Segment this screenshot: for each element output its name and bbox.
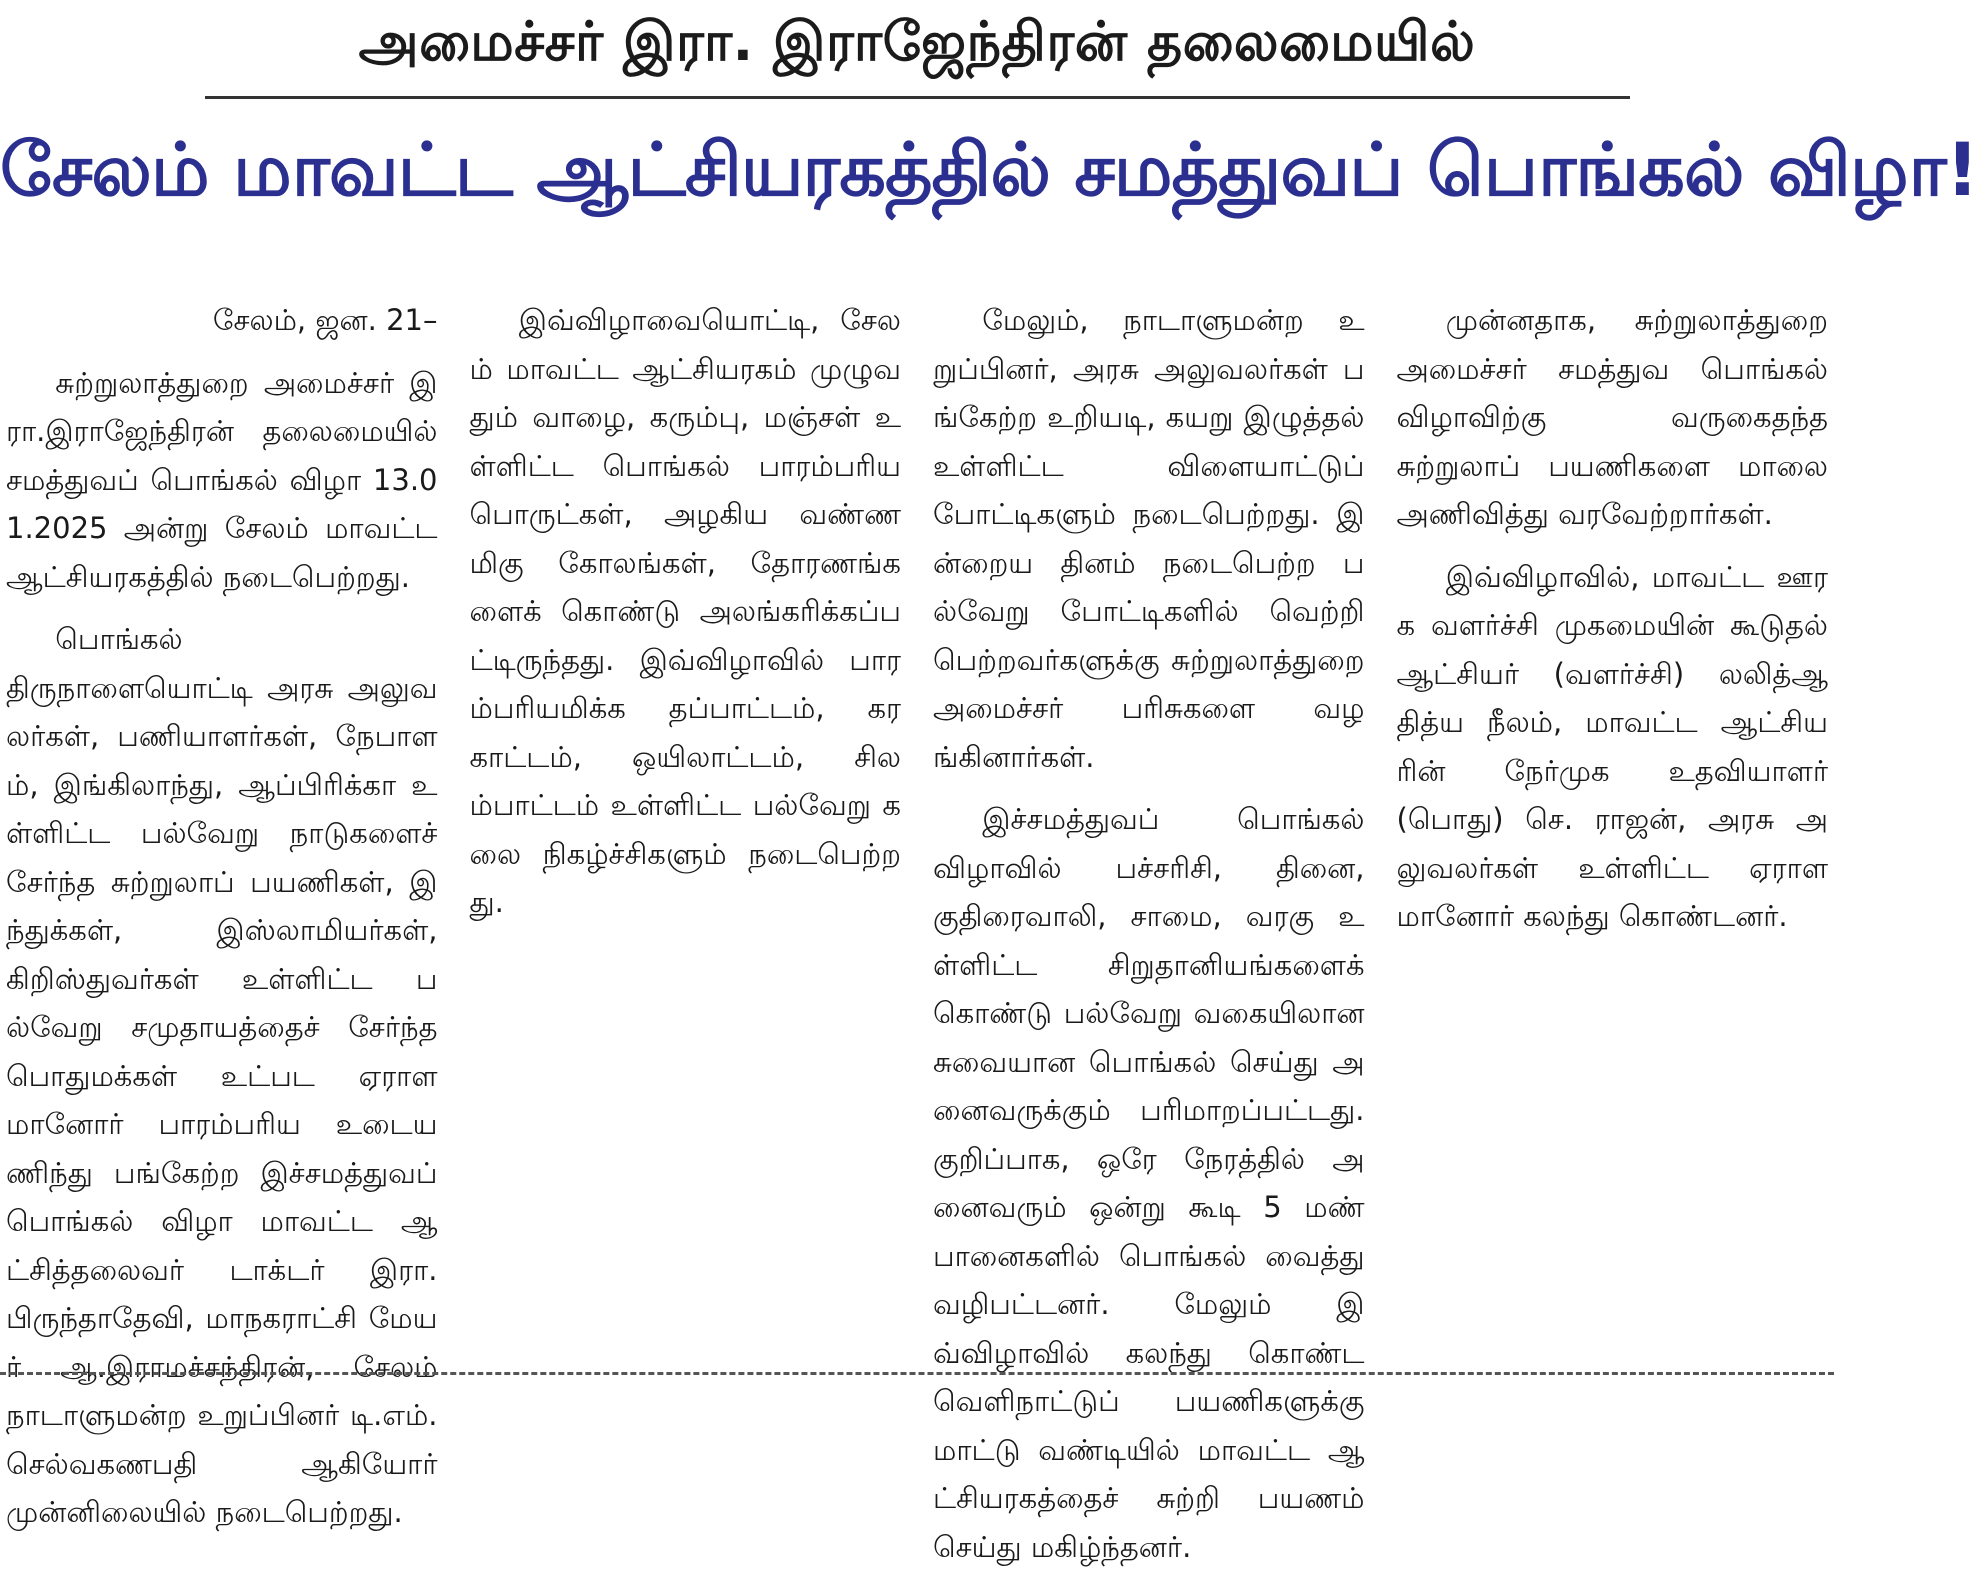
kicker-headline: அமைச்சர் இரா. இராஜேந்திரன் தலைமையில் [358,10,1476,73]
paragraph-4: மேலும், நாடாளுமன்ற உறுப்பினர், அரசு அலுவலர்கள் பங்கேற்ற உறியடி, கயறு இழுத்தல் உள்ளிட்ட விளையாட்டுப் போட்டிகளும் நடைபெற்றது. இன்றைய தினம் நடைபெற்ற பல்வேறு போட்டிகளில் வெற்றி பெற்றவர்களுக்கு சுற்றுலாத்துறை அமைச்சர் பரிசுகளை வழங்கினார்கள். [933,303,1365,774]
kicker-rule [205,96,1630,99]
main-headline: சேலம் மாவட்ட ஆட்சியரகத்தில் சமத்துவப் பொங்கல் விழா! [0,128,1978,213]
column-3 [933,296,1365,1564]
paragraph-3: இவ்விழாவையொட்டி, சேலம் மாவட்ட ஆட்சியரகம் முழுவதும் வாழை, கரும்பு, மஞ்சள் உள்ளிட்ட பொங்கல் பாரம்பரிய பொருட்கள், அழகிய வண்ணமிகு கோலங்கள், தோரணங்களைக் கொண்டு அலங்கரிக்கப்பட்டிருந்தது. இவ்விழாவில் பாரம்பரியமிக்க தப்பாட்டம், கரகாட்டம், ஒயிலாட்டம், சிலம்பாட்டம் உள்ளிட்ட பல்வேறு கலை நிகழ்ச்சிகளும் நடைபெற்றது. [469,303,901,919]
paragraph-6: முன்னதாக, சுற்றுலாத்துறை அமைச்சர் சமத்துவ பொங்கல் விழாவிற்கு வருகைதந்த சுற்றுலாப் பயணிகளை மாலை அணிவித்து வரவேற்றார்கள். [1396,303,1828,531]
column-1 [6,296,438,1529]
paragraph-1: சுற்றுலாத்துறை அமைச்சர் இரா.இராஜேந்திரன் தலைமையில் சமத்துவப் பொங்கல் விழா 13.01.2025 அன்று சேலம் மாவட்ட ஆட்சியரகத்தில் நடைபெற்றது. [6,365,438,594]
article-body [6,296,1828,1564]
column-4 [1397,296,1829,1354]
bottom-dashed-rule [0,1372,1834,1375]
paragraph-7: இவ்விழாவில், மாவட்ட ஊரக வளர்ச்சி முகமையின் கூடுதல் ஆட்சியர் (வளர்ச்சி) லலித்ஆதித்ய நீலம், மாவட்ட ஆட்சியரின் நேர்முக உதவியாளர் (பொது) செ. ராஜன், அரசு அலுவலர்கள் உள்ளிட்ட ஏராளமானோர் கலந்து கொண்டனர். [1396,559,1828,933]
paragraph-5: இச்சமத்துவப் பொங்கல் விழாவில் பச்சரிசி, தினை, குதிரைவாலி, சாமை, வரகு உள்ளிட்ட சிறுதானியங்களைக் கொண்டு பல்வேறு வகையிலான சுவையான பொங்கல் செய்து அனைவருக்கும் பரிமாறப்பட்டது. குறிப்பாக, ஒரே நேரத்தில் அனைவரும் ஒன்று கூடி 5 மண் பானைகளில் பொங்கல் வைத்து வழிபட்டனர். மேலும் இவ்விழாவில் கலந்து கொண்ட வெளிநாட்டுப் பயணிகளுக்கு மாட்டு வண்டியில் மாவட்ட ஆட்சியரகத்தைச் சுற்றி பயணம் செய்து மகிழ்ந்தனர். [933,802,1365,1564]
paragraph-2: பொங்கல் திருநாளையொட்டி அரசு அலுவலர்கள், பணியாளர்கள், நேபாளம், இங்கிலாந்து, ஆப்பிரிக்கா உள்ளிட்ட பல்வேறு நாடுகளைச் சேர்ந்த சுற்றுலாப் பயணிகள், இந்துக்கள், இஸ்லாமியர்கள், கிறிஸ்துவர்கள் உள்ளிட்ட பல்வேறு சமுதாயத்தைச் சேர்ந்த பொதுமக்கள் உட்பட ஏராளமானோர் பாரம்பரிய உடையணிந்து பங்கேற்ற இச்சமத்துவப் பொங்கல் விழா மாவட்ட ஆட்சித்தலைவர் டாக்டர் இரா.பிருந்தாதேவி, மாநகராட்சி மேயர் ஆ.இராமச்சந்திரன், சேலம் நாடாளுமன்ற உறுப்பினர் டி.எம். செல்வகணபதி ஆகியோர் முன்னிலையில் நடைபெற்றது. [6,622,438,1529]
column-2 [470,296,902,1354]
dateline: சேலம், ஜன. 21– [212,303,438,337]
